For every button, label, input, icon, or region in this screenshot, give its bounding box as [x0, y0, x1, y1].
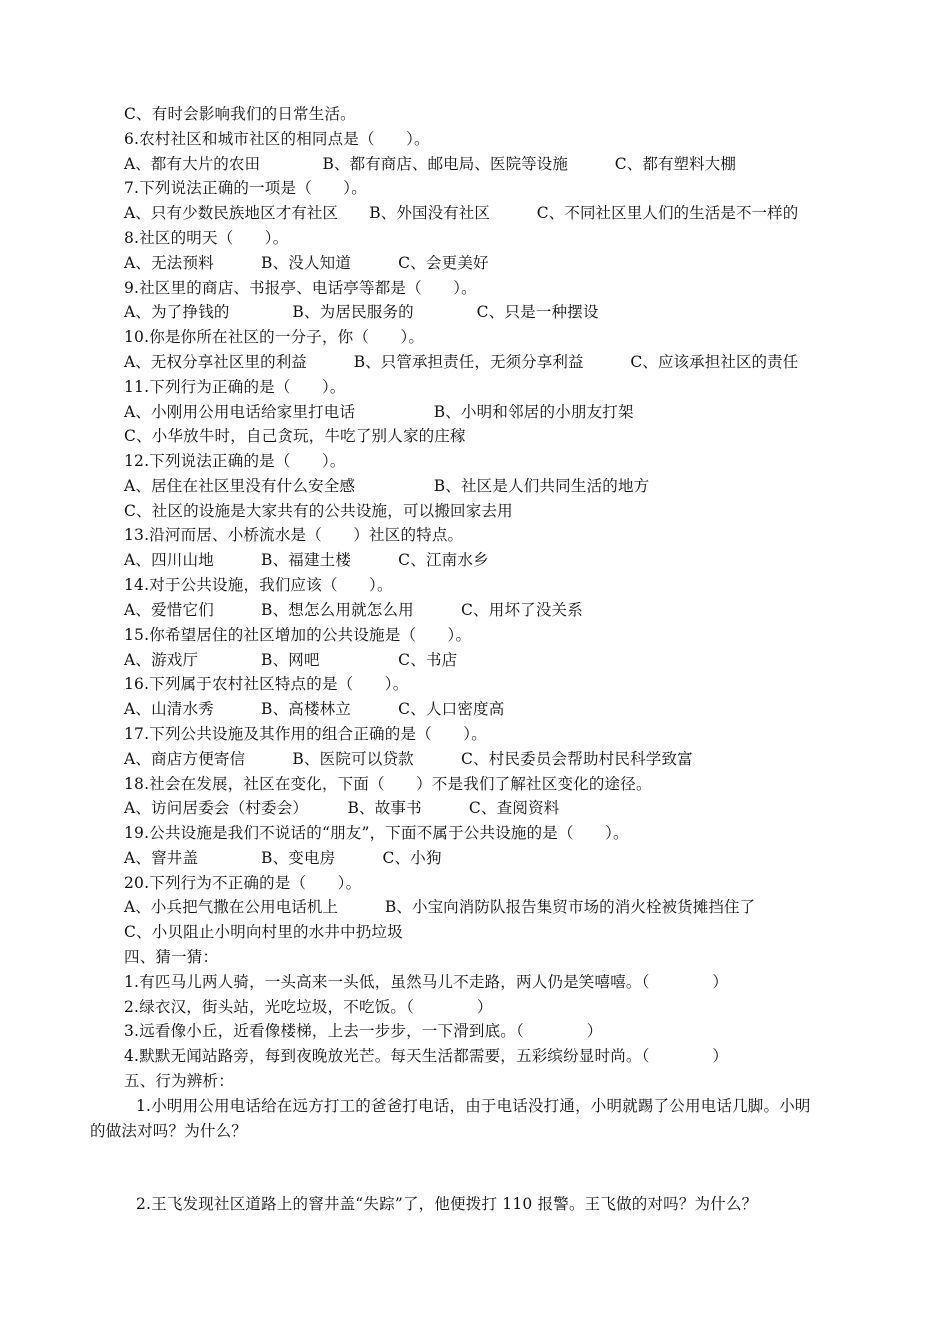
case-2: 2.王飞发现社区道路上的窨井盖“失踪”了，他便拨打 110 报警。王飞做的对吗？为什么？: [136, 1195, 758, 1213]
question-12: 12.下列说法正确的是（ ）。: [124, 452, 346, 470]
options-18: A、访问居委会（村委会） B、故事书 C、查阅资料: [124, 799, 560, 817]
options-20-ab: A、小兵把气撒在公用电话机上 B、小宝向消防队报告集贸市场的消火栓被货摊挡住了: [124, 898, 756, 916]
question-10: 10.你是你所在社区的一分子，你（ ）。: [124, 328, 425, 346]
section-heading-4: 四、猜一猜：: [124, 948, 219, 966]
riddle-2: 2.绿衣汉，街头站，光吃垃圾，不吃饭。（ ）: [124, 998, 493, 1016]
options-7: A、只有少数民族地区才有社区 B、外国没有社区 C、不同社区里人们的生活是不一样的: [124, 204, 799, 222]
section-heading-5: 五、行为辨析：: [124, 1072, 234, 1090]
options-20-c: C、小贝阻止小明向村里的水井中扔垃圾: [124, 923, 403, 941]
options-14: A、爱惜它们 B、想怎么用就怎么用 C、用坏了没关系: [124, 601, 583, 619]
question-8: 8.社区的明天（ ）。: [124, 229, 289, 247]
question-19: 19.公共设施是我们不说话的“朋友”，下面不属于公共设施的是（ ）。: [124, 824, 629, 842]
case-1-line-2: 的做法对吗？为什么？: [90, 1122, 248, 1140]
riddle-3: 3.远看像小丘，近看像楼梯，上去一步步，一下滑到底。（ ）: [124, 1022, 603, 1040]
options-13: A、四川山地 B、福建土楼 C、江南水乡: [124, 551, 489, 569]
options-8: A、无法预料 B、没人知道 C、会更美好: [124, 254, 489, 272]
question-9: 9.社区里的商店、书报亭、电话亭等都是（ ）。: [124, 279, 477, 297]
options-10: A、无权分享社区里的利益 B、只管承担责任，无须分享利益 C、应该承担社区的责任: [124, 353, 799, 371]
riddle-4: 4.默默无闻站路旁，每到夜晚放光芒。每天生活都需要，五彩缤纷显时尚。（ ）: [124, 1047, 729, 1065]
options-19: A、窨井盖 B、变电房 C、小狗: [124, 849, 442, 867]
options-9: A、为了挣钱的 B、为居民服务的 C、只是一种摆设: [124, 303, 599, 321]
options-12-ab: A、居住在社区里没有什么安全感 B、社区是人们共同生活的地方: [124, 477, 650, 495]
question-17: 17.下列公共设施及其作用的组合正确的是（ ）。: [124, 725, 487, 743]
options-17: A、商店方便寄信 B、医院可以贷款 C、村民委员会帮助村民科学致富: [124, 750, 693, 768]
question-14: 14.对于公共设施，我们应该（ ）。: [124, 576, 393, 594]
question-13: 13.沿河而居、小桥流水是（ ）社区的特点。: [124, 526, 464, 544]
options-15: A、游戏厅 B、网吧 C、书店: [124, 651, 458, 669]
question-18: 18.社会在发展，社区在变化，下面（ ）不是我们了解社区变化的途径。: [124, 775, 652, 793]
case-1-line-1: 1.小明用公用电话给在远方打工的爸爸打电话，由于电话没打通，小明就踢了公用电话几脚。小明: [136, 1097, 811, 1115]
question-16: 16.下列属于农村社区特点的是（ ）。: [124, 675, 409, 693]
options-6: A、都有大片的农田 B、都有商店、邮电局、医院等设施 C、都有塑料大棚: [124, 155, 736, 173]
question-7: 7.下列说法正确的一项是（ ）。: [124, 179, 367, 197]
text-line: C、有时会影响我们的日常生活。: [124, 105, 356, 123]
options-12-c: C、社区的设施是大家共有的公共设施，可以搬回家去用: [124, 502, 513, 520]
options-16: A、山清水秀 B、高楼林立 C、人口密度高: [124, 700, 505, 718]
question-6: 6.农村社区和城市社区的相同点是（ ）。: [124, 130, 430, 148]
question-15: 15.你希望居住的社区增加的公共设施是（ ）。: [124, 626, 472, 644]
options-11-ab: A、小刚用公用电话给家里打电话 B、小明和邻居的小朋友打架: [124, 403, 634, 421]
options-11-c: C、小华放牛时，自己贪玩，牛吃了别人家的庄稼: [124, 427, 466, 445]
question-11: 11.下列行为正确的是（ ）。: [124, 378, 346, 396]
question-20: 20.下列行为不正确的是（ ）。: [124, 874, 362, 892]
riddle-1: 1.有匹马儿两人骑，一头高来一头低，虽然马儿不走路，两人仍是笑嘻嘻。（ ）: [124, 973, 729, 991]
